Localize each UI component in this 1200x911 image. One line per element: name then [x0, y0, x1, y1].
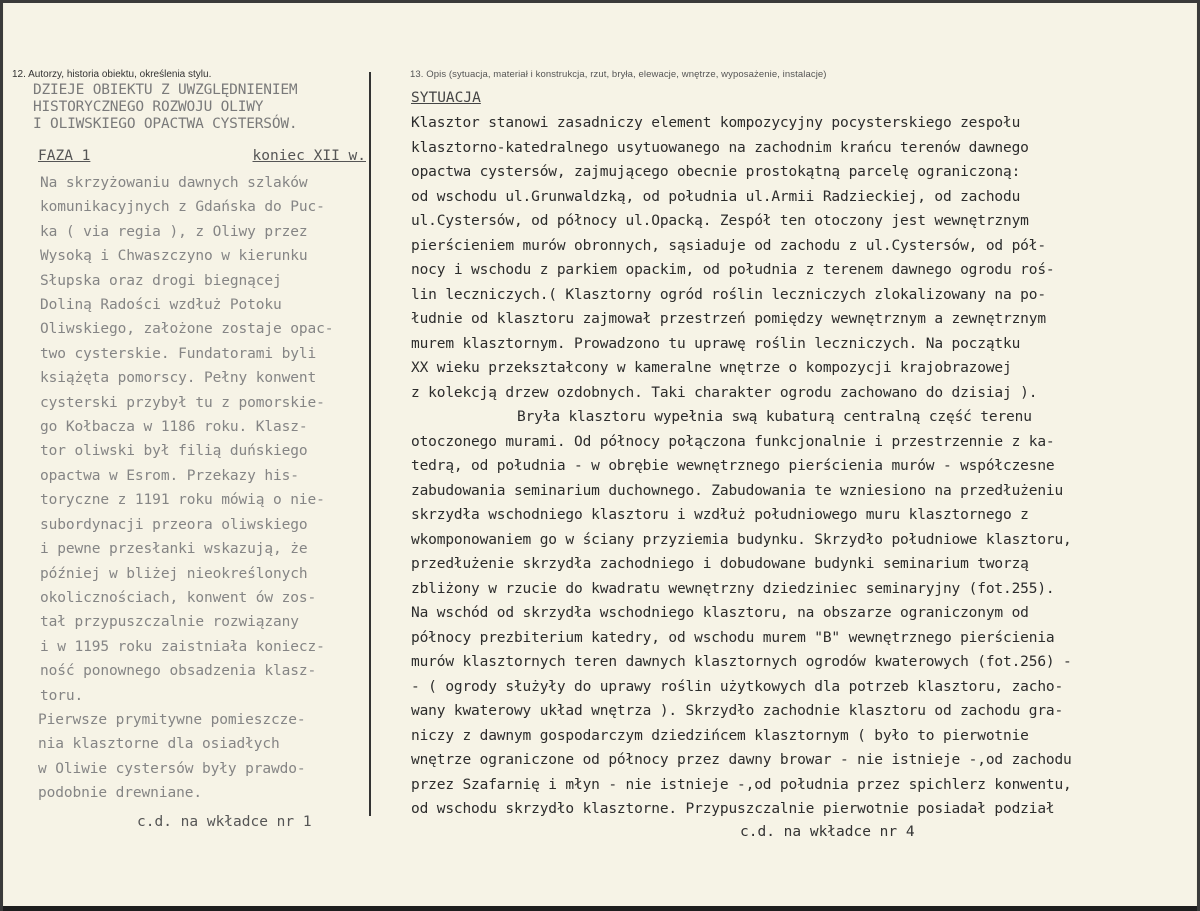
text-line: Na skrzyżowaniu dawnych szlaków	[40, 175, 308, 191]
text-line: Na wschód od skrzydła wschodniego klasztoru, na obszarze ograniczonym od	[411, 605, 1029, 621]
text-line: wany kwaterowy układ wnętrza ). Skrzydło zachodnie klasztoru od zachodu gra-	[411, 703, 1064, 719]
left-column-header: 12. Autorzy, historia obiektu, określenia stylu.	[12, 69, 212, 80]
text-line: Słupska oraz drogi biegnącej	[40, 272, 282, 289]
text-line: subordynacji przeora oliwskiego	[40, 516, 308, 533]
text-line: lin leczniczych.( Klasztorny ogród roślin leczniczych zlokalizowany na po-	[411, 286, 1046, 303]
scan-edge-bottom	[0, 906, 1200, 911]
text-line: toru.	[40, 687, 84, 704]
text-line: później w bliżej nieokreślonych	[40, 565, 308, 582]
scan-edge-left	[0, 0, 3, 911]
text-line: tał przypuszczalnie rozwiązany	[40, 614, 299, 631]
text-line: Pierwsze prymitywne pomieszcze-	[38, 711, 306, 728]
text-line: nia klasztorne dla osiadłych	[38, 736, 280, 753]
text-line: - ( ogrody służyły do uprawy roślin użytkowych dla potrzeb klasztoru, zacho-	[411, 678, 1064, 695]
text-line: w Oliwie cystersów były prawdo-	[38, 760, 306, 777]
right-column-header: 13. Opis (sytuacja, materiał i konstrukcja, rzut, bryła, elewacje, wnętrze, wyposażenie, instalacje)	[410, 69, 827, 80]
text-line: łudnie od klasztoru zajmował przestrzeń pomiędzy wewnętrznym a zewnętrznym	[411, 311, 1046, 327]
text-line: przedłużenie skrzydła zachodniego i dobudowane budynki seminarium tworzą	[411, 556, 1029, 572]
right-continuation-note: c.d. na wkładce nr 4	[740, 824, 915, 840]
text-line: i w 1195 roku zaistniała koniecz-	[40, 638, 325, 655]
text-line: opactwa cystersów, zajmującego obecnie prostokątną parcelę ograniczoną:	[411, 164, 1021, 180]
text-line: wkomponowaniem go w ściany przyziemia budynku. Skrzydło południowe klasztoru,	[411, 531, 1072, 548]
text-line: klasztorno-katedralnego usytuowanego na zachodnim krańcu terenów dawnego	[411, 139, 1029, 156]
text-line: toryczne z 1191 roku mówią o nie-	[40, 492, 325, 509]
text-line: z kolekcją drzew ozdobnych. Taki charakter ogrodu zachowano do dzisiaj ).	[411, 384, 1038, 401]
text-line: murów klasztornych teren dawnych klasztornych ogrodów kwaterowych (fot.256) -	[411, 654, 1072, 670]
column-divider	[369, 72, 371, 816]
text-line: ul.Cystersów, od północy ul.Opacką. Zespół ten otoczony jest wewnętrznym	[411, 213, 1029, 229]
phase-heading	[38, 148, 366, 164]
text-line: od wschodu ul.Grunwaldzką, od południa ul.Armii Radzieckiej, od zachodu	[411, 188, 1021, 205]
text-line: cysterski przybył tu z pomorskie-	[40, 394, 325, 411]
text-line: zabudowania seminarium duchownego. Zabudowania te wzniesiono na przedłużeniu	[411, 482, 1064, 499]
text-line: XX wieku przekształcony w kameralne wnętrze o kompozycji krajobrazowej	[411, 360, 1012, 376]
left-continuation-note: c.d. na wkładce nr 1	[137, 814, 312, 830]
text-line: two cysterskie. Fundatorami byli	[40, 345, 317, 362]
text-line: pierścieniem murów obronnych, sąsiaduje od zachodu z ul.Cystersów, od pół-	[411, 237, 1046, 254]
text-line: przez Szafarnię i młyn - nie istnieje -,od południa przez spichlerz konwentu,	[411, 776, 1072, 793]
text-line: Oliwskiego, założone zostaje opac-	[40, 321, 334, 338]
text-line: Bryła klasztoru wypełnia swą kubaturą centralną część terenu	[517, 409, 1032, 425]
text-line: go Kołbacza w 1186 roku. Klasz-	[40, 419, 308, 436]
text-line: tor oliwski był filią duńskiego	[40, 443, 308, 460]
text-line: zbliżony w rzucie do kwadratu wewnętrzny dziedziniec seminaryjny (fot.255).	[411, 580, 1055, 597]
text-line: tedrą, od południa - w obrębie wewnętrznego pierścienia murów - współczesne	[411, 458, 1055, 474]
text-line: skrzydła wschodniego klasztoru i wzdłuż południowego muru klasztornego z	[411, 507, 1029, 523]
text-line: północy prezbiterium katedry, od wschodu murem "B" wewnętrznego pierścienia	[411, 629, 1055, 646]
description-text	[411, 111, 1191, 822]
history-title-line: I OLIWSKIEGO OPACTWA CYSTERSÓW.	[33, 116, 298, 132]
text-line: ność ponownego obsadzenia klasz-	[40, 663, 317, 680]
history-title	[33, 82, 297, 133]
text-line: murem klasztornym. Prowadzono tu uprawę roślin leczniczych. Na początku	[411, 335, 1021, 352]
text-line: od wschodu skrzydło klasztorne. Przypuszczalnie pierwotnie posiadał podział	[411, 801, 1055, 817]
history-title-line: DZIEJE OBIEKTU Z UWZGLĘDNIENIEM	[33, 82, 298, 98]
text-line: książęta pomorscy. Pełny konwent	[40, 370, 317, 387]
text-line: ka ( via regia ), z Oliwy przez	[40, 223, 308, 240]
phase-label: FAZA 1	[38, 148, 91, 164]
text-line: wnętrze ograniczone od północy przez dawny browar - nie istnieje -,od zachodu	[411, 752, 1072, 768]
text-line: otoczonego murami. Od północy połączona funkcjonalnie i przestrzennie z ka-	[411, 433, 1055, 450]
text-line: podobnie drewniane.	[38, 785, 202, 802]
section-title: SYTUACJA	[411, 90, 481, 106]
phase-date: koniec XII w.	[252, 148, 366, 164]
text-line: opactwa w Esrom. Przekazy his-	[40, 467, 299, 484]
text-line: Doliną Radości wzdłuż Potoku	[40, 297, 282, 314]
text-line: i pewne przesłanki wskazują, że	[40, 541, 308, 558]
text-line: okolicznościach, konwent ów zos-	[40, 589, 317, 606]
scan-edge-top	[0, 0, 1200, 3]
history-title-line: HISTORYCZNEGO ROZWOJU OLIWY	[33, 99, 264, 115]
text-line: komunikacyjnych z Gdańska do Puc-	[40, 199, 325, 216]
history-text	[40, 171, 368, 806]
text-line: Wysoką i Chwaszczyno w kierunku	[40, 248, 308, 265]
text-line: nocy i wschodu z parkiem opackim, od południa z terenem dawnego ogrodu roś-	[411, 262, 1055, 278]
text-line: Klasztor stanowi zasadniczy element kompozycyjny pocysterskiego zespołu	[411, 115, 1021, 131]
text-line: niczy z dawnym gospodarczym dziedzińcem klasztornym ( było to pierwotnie	[411, 727, 1029, 744]
